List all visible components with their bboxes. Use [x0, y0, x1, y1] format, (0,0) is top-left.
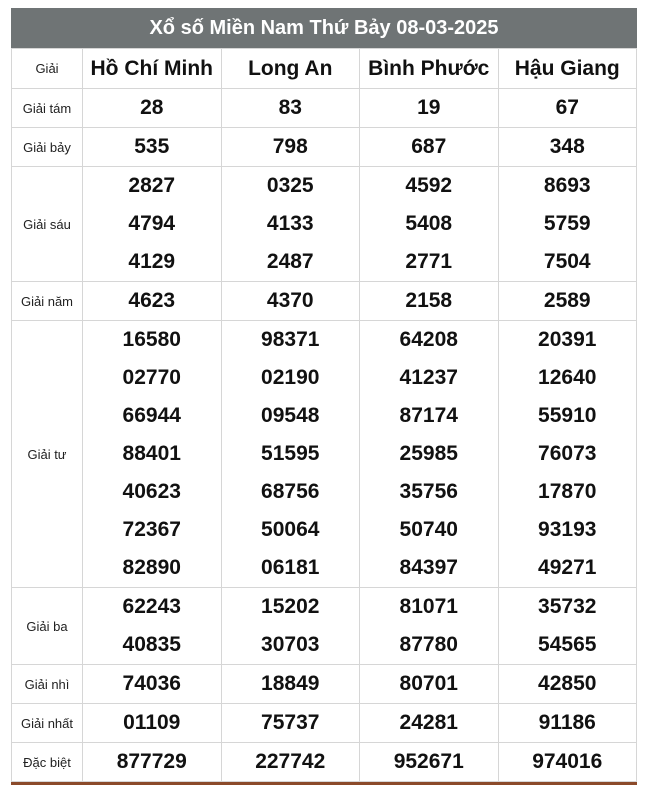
lottery-number: 35756: [399, 480, 458, 503]
lottery-number: 8693: [543, 174, 591, 197]
prize-cell: [498, 665, 637, 704]
lottery-number: 68756: [261, 480, 320, 503]
lottery-number: 687: [411, 135, 447, 158]
prize-cell: [83, 588, 222, 665]
lottery-number: 87780: [399, 633, 458, 656]
lottery-number: 974016: [532, 750, 603, 773]
prize-label: Giải tư: [12, 321, 83, 588]
lottery-number: 4129: [128, 250, 176, 273]
prize-cell: [360, 128, 499, 167]
lottery-number: 2487: [266, 250, 314, 273]
prize-4-row: [12, 321, 637, 588]
prize-cell: [498, 167, 637, 282]
lottery-number: 67: [555, 96, 579, 119]
lottery-number: 93193: [538, 518, 597, 541]
lottery-number: 62243: [122, 595, 181, 618]
lottery-number: 2589: [543, 289, 591, 312]
lottery-number: 88401: [122, 442, 181, 465]
province-long-an[interactable]: Long An: [221, 49, 360, 89]
prize-cell: [498, 743, 637, 782]
prize-special-row: [12, 743, 637, 782]
lottery-number: 55910: [538, 404, 597, 427]
lottery-number: 348: [549, 135, 585, 158]
lottery-number: 01109: [123, 711, 181, 734]
lottery-number: 25985: [399, 442, 458, 465]
lottery-number: 7504: [543, 250, 591, 273]
results-title: Xổ số Miền Nam Thứ Bảy 08-03-2025: [11, 8, 637, 48]
prize-cell: [83, 321, 222, 588]
prize-cell: [498, 588, 637, 665]
prize-cell: [360, 167, 499, 282]
prize-cell: [498, 321, 637, 588]
prize-2-row: [12, 665, 637, 704]
prize-cell: [360, 89, 499, 128]
lottery-number: 952671: [393, 750, 464, 773]
lottery-number: 41237: [399, 366, 458, 389]
lottery-number: 227742: [255, 750, 326, 773]
lottery-number: 02190: [261, 366, 320, 389]
prize-6-row: [12, 167, 637, 282]
lottery-number: 51595: [261, 442, 320, 465]
prize-cell: [360, 282, 499, 321]
lottery-number: 50740: [399, 518, 458, 541]
prize-cell: [221, 588, 360, 665]
prize-cell: [360, 588, 499, 665]
lottery-number: 18849: [261, 672, 320, 695]
prize-label: Giải bảy: [12, 128, 83, 167]
lottery-number: 80701: [399, 672, 458, 695]
header-row: [12, 49, 637, 89]
results-table: [11, 48, 637, 782]
prize-cell: [360, 743, 499, 782]
prize-cell: [221, 704, 360, 743]
lottery-number: 87174: [399, 404, 458, 427]
lottery-number: 74036: [122, 672, 181, 695]
lottery-number: 20391: [538, 328, 597, 351]
lottery-number: 35732: [538, 595, 597, 618]
lottery-number: 5408: [405, 212, 453, 235]
prize-cell: [83, 282, 222, 321]
header-prize-label: Giải: [12, 49, 83, 89]
lottery-number: 72367: [122, 518, 181, 541]
prize-7-row: [12, 128, 637, 167]
prize-cell: [498, 282, 637, 321]
prize-label: Giải nhì: [12, 665, 83, 704]
lottery-number: 49271: [538, 556, 597, 579]
lottery-number: 84397: [399, 556, 458, 579]
prize-1-row: [12, 704, 637, 743]
lottery-number: 40623: [122, 480, 181, 503]
results-container: [11, 8, 637, 785]
prize-label: Giải sáu: [12, 167, 83, 282]
prize-label: Giải nhất: [12, 704, 83, 743]
prize-cell: [360, 704, 499, 743]
lottery-number: 02770: [122, 366, 181, 389]
lottery-number: 30703: [261, 633, 320, 656]
lottery-number: 17870: [538, 480, 597, 503]
prize-cell: [83, 89, 222, 128]
lottery-number: 91186: [538, 711, 596, 734]
province-hau-giang[interactable]: Hậu Giang: [498, 49, 637, 89]
lottery-number: 24281: [399, 711, 458, 734]
lottery-number: 54565: [538, 633, 597, 656]
lottery-number: 82890: [122, 556, 181, 579]
prize-5-row: [12, 282, 637, 321]
lottery-number: 66944: [122, 404, 181, 427]
prize-cell: [221, 665, 360, 704]
prize-cell: [360, 321, 499, 588]
lottery-number: 2827: [128, 174, 176, 197]
lottery-number: 16580: [122, 328, 181, 351]
lottery-number: 76073: [538, 442, 597, 465]
prize-cell: [221, 282, 360, 321]
lottery-number: 75737: [261, 711, 320, 734]
prize-cell: [83, 167, 222, 282]
prize-label: Giải năm: [12, 282, 83, 321]
lottery-number: 798: [272, 135, 308, 158]
lottery-number: 2158: [405, 289, 453, 312]
lottery-number: 83: [278, 96, 302, 119]
prize-cell: [83, 128, 222, 167]
lottery-number: 50064: [261, 518, 320, 541]
lottery-number: 19: [417, 96, 441, 119]
prize-cell: [498, 89, 637, 128]
lottery-number: 4370: [266, 289, 314, 312]
lottery-number: 28: [140, 96, 164, 119]
lottery-number: 0325: [266, 174, 314, 197]
lottery-number: 40835: [122, 633, 181, 656]
prize-cell: [221, 128, 360, 167]
lottery-number: 42850: [538, 672, 597, 695]
lottery-number: 64208: [399, 328, 458, 351]
prize-cell: [83, 665, 222, 704]
lottery-number: 09548: [261, 404, 320, 427]
lottery-number: 4133: [266, 212, 314, 235]
prize-label: Đặc biệt: [12, 743, 83, 782]
prize-8-row: [12, 89, 637, 128]
lottery-number: 2771: [405, 250, 453, 273]
lottery-number: 535: [134, 135, 170, 158]
lottery-number: 98371: [261, 328, 320, 351]
lottery-number: 15202: [261, 595, 320, 618]
province-ho-chi-minh[interactable]: Hồ Chí Minh: [83, 49, 222, 89]
prize-cell: [498, 704, 637, 743]
prize-label: Giải tám: [12, 89, 83, 128]
lottery-number: 877729: [116, 750, 187, 773]
prize-cell: [221, 321, 360, 588]
lottery-number: 4623: [128, 289, 176, 312]
lottery-number: 4592: [405, 174, 453, 197]
lottery-number: 5759: [543, 212, 591, 235]
prize-label: Giải ba: [12, 588, 83, 665]
prize-cell: [221, 89, 360, 128]
prize-cell: [221, 743, 360, 782]
prize-cell: [83, 704, 222, 743]
lottery-number: 06181: [261, 556, 320, 579]
prize-3-row: [12, 588, 637, 665]
prize-cell: [221, 167, 360, 282]
province-binh-phuoc[interactable]: Bình Phước: [360, 49, 499, 89]
prize-cell: [498, 128, 637, 167]
lottery-number: 4794: [128, 212, 176, 235]
prize-cell: [360, 665, 499, 704]
lottery-number: 81071: [399, 595, 458, 618]
prize-cell: [83, 743, 222, 782]
lottery-number: 12640: [538, 366, 597, 389]
